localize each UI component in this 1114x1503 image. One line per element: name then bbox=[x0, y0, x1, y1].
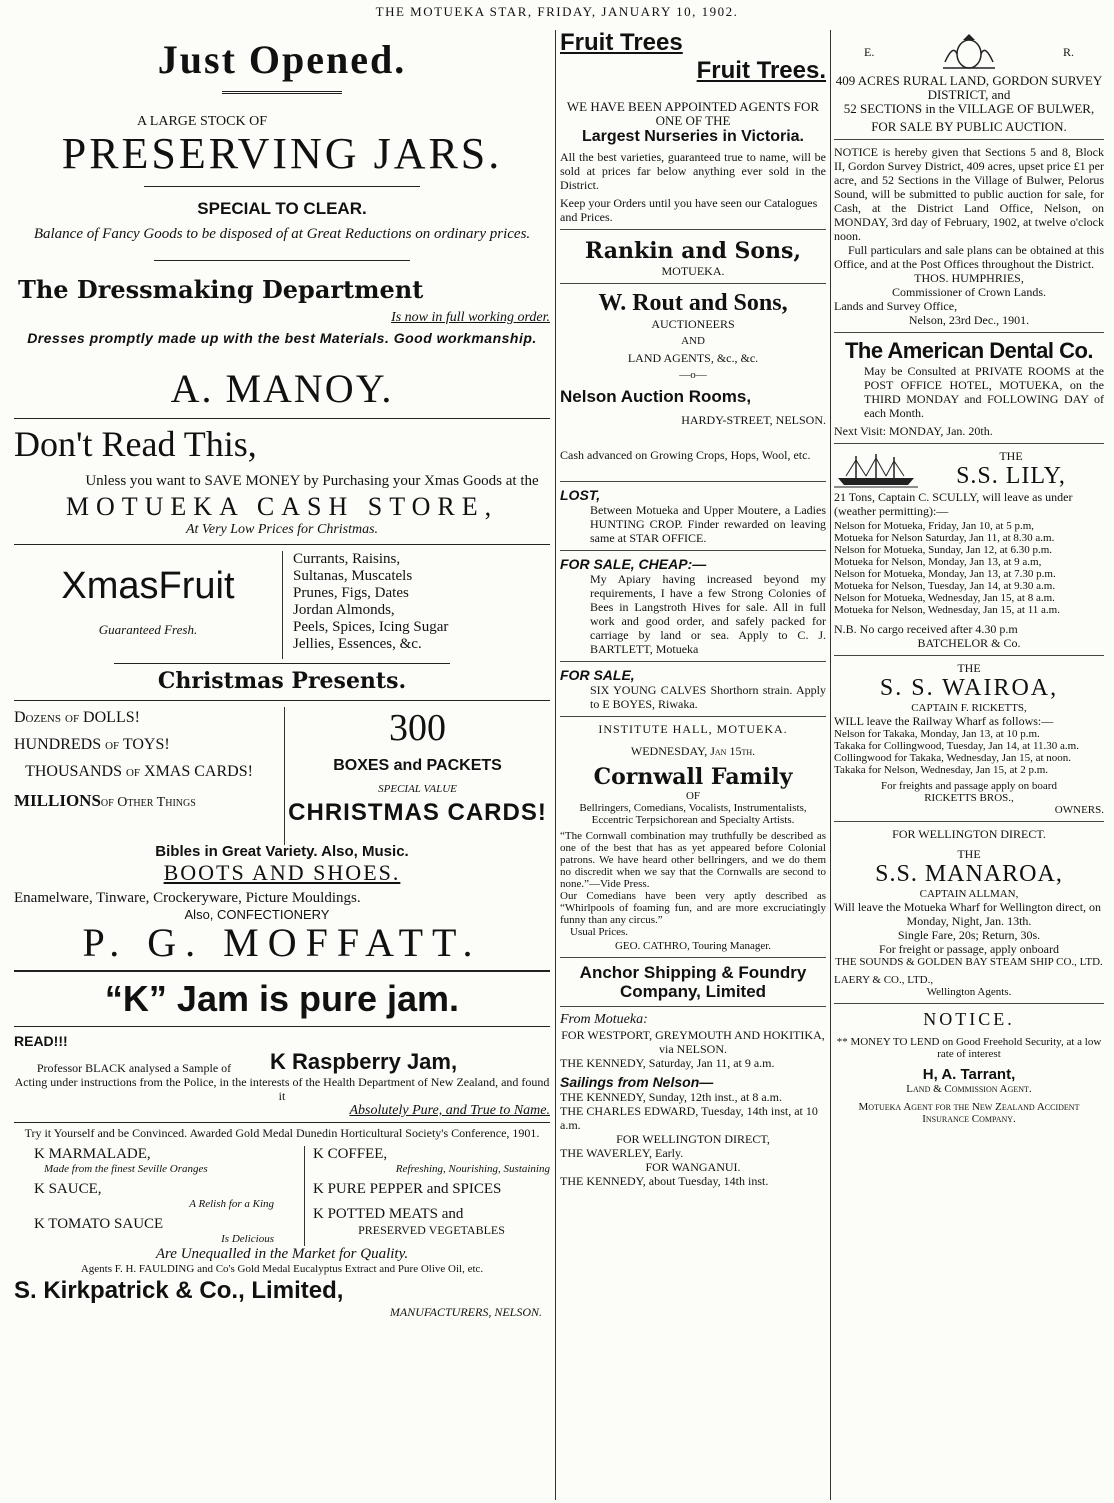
fruit-trees-heading-2: Fruit Trees. bbox=[696, 57, 826, 84]
cornwall-heading: Cornwall Family bbox=[593, 764, 793, 790]
divider bbox=[560, 661, 826, 662]
wairoa-schedule-item: Collingwood for Takaka, Wednesday, Jan 15, at noon. bbox=[834, 752, 1072, 764]
wairoa-schedule bbox=[834, 728, 1104, 776]
divider bbox=[144, 186, 420, 187]
quote-text: “The Cornwall combination may truthfully be described as one of the best that has as yet appeared before Colonial patrons. We have heard other bellringers, and we do them no discredit when we say that the Cornwalls are second to none.”—Vide Press. bbox=[560, 830, 826, 890]
manaroa-heading: S.S. MANAROA, bbox=[875, 861, 1063, 887]
sale-cheap-text: My Apiary having increased beyond my requirements, I have a few Strong Colonies of Bees in Langstroth Hives for sale. All in full work and good order, and safely packed for carriage by land or sea. Apply to C. J. BARTLETT, Motueka bbox=[590, 572, 826, 656]
unequalled-text: Are Unequalled in the Market for Quality. bbox=[155, 1246, 409, 1262]
divider bbox=[14, 1122, 550, 1123]
millions-text: MILLIONS bbox=[14, 791, 101, 810]
fruit-item: Peels, Spices, Icing Sugar bbox=[293, 619, 449, 635]
balance-text: Balance of Fancy Goods to be disposed of at Great Reductions on ordinary prices. bbox=[33, 226, 531, 242]
wednesday-text: WEDNESDAY, Jan 15th. bbox=[630, 744, 756, 758]
xmas-fruit-heading: XmasFruit bbox=[61, 565, 235, 607]
varieties-text: All the best varieties, guaranteed true to name, will be sold at prices far below anything ever sold in the District. bbox=[560, 150, 826, 192]
laery-text: LAERY & CO., LTD., bbox=[834, 974, 934, 986]
divider bbox=[834, 821, 1104, 822]
xmas-fruit-left bbox=[14, 551, 283, 659]
boxes-text: BOXES and PACKETS bbox=[333, 757, 502, 774]
commissioner-text: Commissioner of Crown Lands. bbox=[892, 285, 1046, 299]
wairoa-heading: S. S. WAIROA, bbox=[879, 675, 1059, 701]
divider bbox=[834, 443, 1104, 444]
fruit-item: Prunes, Figs, Dates bbox=[293, 585, 409, 601]
divider bbox=[560, 1006, 826, 1007]
land-commission-text: Land & Commission Agent. bbox=[906, 1083, 1032, 1095]
just-opened-heading: Just Opened. bbox=[157, 37, 407, 82]
acting-text: Acting under instructions from the Police, in the interests of the Health Department of New Zealand, and found it bbox=[14, 1075, 550, 1103]
professor-text: Professor BLACK analysed a Sample of bbox=[36, 1061, 232, 1075]
divider bbox=[560, 957, 826, 958]
k-product-note: PRESERVED VEGETABLES bbox=[358, 1223, 505, 1237]
presents-left bbox=[14, 707, 284, 845]
kennedy-sailing: THE KENNEDY, Saturday, Jan 11, at 9 a.m. bbox=[560, 1056, 775, 1070]
sections-text: 52 SECTIONS in the VILLAGE OF BULWER, bbox=[843, 101, 1095, 116]
the-text: THE bbox=[957, 661, 981, 675]
next-visit-text: Next Visit: MONDAY, Jan. 20th. bbox=[834, 424, 993, 438]
divider bbox=[560, 229, 826, 230]
k-products-right bbox=[304, 1146, 550, 1246]
k-product-note: Is Delicious bbox=[221, 1233, 274, 1245]
fruit-item: Currants, Raisins, bbox=[293, 551, 401, 567]
manoy-heading: A. MANOY. bbox=[170, 366, 394, 411]
k-product-note: Refreshing, Nourishing, Sustaining bbox=[395, 1163, 550, 1175]
lily-text: 21 Tons, Captain C. SCULLY, will leave as under (weather permitting):— bbox=[834, 490, 1073, 518]
lily-schedule-item: Nelson for Motueka, Monday, Jan 13, at 7.30 p.m. bbox=[834, 568, 1056, 580]
christmas-presents-heading: Christmas Presents. bbox=[157, 668, 407, 694]
allman-text: CAPTAIN ALLMAN, bbox=[919, 888, 1019, 900]
for-westport: FOR WESTPORT, GREYMOUTH AND HOKITIKA, via NELSON. bbox=[561, 1028, 825, 1056]
divider bbox=[14, 970, 550, 972]
column-divider bbox=[830, 30, 831, 1500]
masthead: THE MOTUEKA STAR, FRIDAY, JANUARY 10, 1902. bbox=[375, 4, 739, 19]
raspberry-heading: K Raspberry Jam, bbox=[270, 1049, 458, 1074]
lily-schedule-item: Motueka for Nelson, Tuesday, Jan 14, at 9.30 a.m. bbox=[834, 580, 1056, 592]
manaroa-text: Will leave the Motueka Wharf for Wellington direct, on bbox=[834, 900, 1102, 914]
dressmaking-sub: Is now in full working order. bbox=[391, 310, 550, 325]
k-products-block bbox=[14, 1146, 550, 1246]
tarrant-heading: H, A. Tarrant, bbox=[922, 1066, 1016, 1083]
largest-nurseries: Largest Nurseries in Victoria. bbox=[581, 128, 804, 145]
presents-item: THOUSANDS of XMAS CARDS! bbox=[25, 763, 253, 780]
rankin-heading: Rankin and Sons, bbox=[584, 238, 802, 264]
divider bbox=[834, 1003, 1104, 1004]
cash-advanced-text: Cash advanced on Growing Crops, Hops, Wool, etc. bbox=[560, 448, 811, 462]
k-products-left bbox=[14, 1146, 304, 1246]
steamship-icon bbox=[834, 452, 918, 488]
divider bbox=[560, 716, 826, 717]
fruit-item: Sultanas, Muscatels bbox=[293, 568, 413, 584]
sailings-heading: Sailings from Nelson— bbox=[560, 1074, 714, 1090]
wairoa-schedule-item: Takaka for Nelson, Wednesday, Jan 15, at 2 p.m. bbox=[834, 764, 1049, 776]
divider bbox=[14, 1026, 550, 1027]
xmas-fruit-block bbox=[14, 551, 550, 659]
divider bbox=[560, 550, 826, 551]
kennedy-sailing-3: THE KENNEDY, about Tuesday, 14th inst. bbox=[560, 1174, 769, 1188]
kirkpatrick-heading: S. Kirkpatrick & Co., Limited, bbox=[14, 1277, 344, 1304]
kennedy-sailing-2: THE KENNEDY, Sunday, 12th inst., at 8 a.m. bbox=[560, 1090, 782, 1104]
preserving-jars-heading: PRESERVING JARS. bbox=[61, 129, 503, 178]
wairoa-schedule-item: Nelson for Takaka, Monday, Jan 13, at 10 p.m. bbox=[834, 728, 1040, 740]
lily-title-block bbox=[918, 449, 1104, 490]
k-product: K POTTED MEATS and bbox=[313, 1206, 464, 1222]
divider bbox=[154, 260, 410, 261]
fruit-item: Jordan Almonds, bbox=[293, 602, 395, 618]
notice-heading: NOTICE. bbox=[923, 1009, 1015, 1029]
agent-nz-text: Motueka Agent for the New Zealand Accident Insurance Company. bbox=[858, 1101, 1080, 1125]
royal-crest-row bbox=[834, 30, 1104, 74]
lost-heading: LOST, bbox=[560, 487, 601, 503]
special-to-clear: SPECIAL TO CLEAR. bbox=[197, 199, 367, 218]
lily-schedule-item: Nelson for Motueka, Friday, Jan 10, at 5 p.m, bbox=[834, 520, 1035, 532]
survey-office-text: Lands and Survey Office, bbox=[834, 299, 958, 313]
land-agents-text: LAND AGENTS, &c., &c. bbox=[627, 351, 759, 365]
will-leave-text: WILL leave the Railway Wharf as follows:— bbox=[834, 714, 1054, 728]
absolutely-text: Absolutely Pure, and True to Name. bbox=[349, 1103, 550, 1118]
column-middle bbox=[560, 30, 826, 1500]
k-product-note: Made from the finest Seville Oranges bbox=[44, 1163, 208, 1175]
humphries-text: THOS. HUMPHRIES, bbox=[914, 271, 1024, 285]
of-text: OF bbox=[685, 790, 701, 802]
moffatt-heading: P. G. MOFFATT. bbox=[82, 920, 482, 965]
try-it-text: Try it Yourself and be Convinced. Awarded Gold Medal Dunedin Horticultural Society's Conference, 1901. bbox=[24, 1126, 540, 1140]
k-product: K MARMALADE, bbox=[34, 1146, 151, 1162]
fruit-trees-heading: Fruit Trees bbox=[560, 30, 683, 56]
dressmaking-heading: The Dressmaking Department bbox=[18, 275, 424, 304]
crest-letter-r: R. bbox=[1062, 45, 1074, 59]
appointed-text: WE HAVE BEEN APPOINTED AGENTS FOR ONE OF THE bbox=[566, 99, 820, 128]
divider bbox=[560, 481, 826, 482]
k-product: K PURE PEPPER and SPICES bbox=[313, 1181, 502, 1197]
nelson-rooms-heading: Nelson Auction Rooms, bbox=[560, 387, 752, 406]
the-text: THE bbox=[999, 449, 1023, 463]
k-product: K COFFEE, bbox=[313, 1146, 388, 1162]
nelson-date-text: Nelson, 23rd Dec., 1901. bbox=[908, 313, 1030, 327]
freight-passage-text: For freight or passage, apply onboard bbox=[879, 942, 1059, 956]
auction-text: FOR SALE BY PUBLIC AUCTION. bbox=[871, 119, 1067, 134]
lily-schedule-item: Nelson for Motueka, Wednesday, Jan 15, at 8 a.m. bbox=[834, 592, 1055, 604]
owners-text: OWNERS. bbox=[1054, 804, 1104, 816]
confectionery-text: Also, CONFECTIONERY bbox=[184, 907, 330, 922]
batchelor-text: BATCHELOR & Co. bbox=[917, 636, 1021, 650]
sounds-text: THE SOUNDS & GOLDEN BAY STEAM SHIP CO., LTD. bbox=[835, 956, 1103, 968]
divider bbox=[834, 139, 1104, 140]
column-divider bbox=[555, 30, 556, 1500]
usual-text: Usual Prices. bbox=[570, 926, 629, 938]
waverley-sailing: THE WAVERLEY, Early. bbox=[560, 1146, 684, 1160]
dental-text: May be Consulted at PRIVATE ROOMS at the POST OFFICE HOTEL, MOTUEKA, on the THIRD MONDAY and FOLLOWING DAY of each Month. bbox=[864, 364, 1104, 420]
divider-text: —o— bbox=[679, 369, 707, 381]
ornament-divider bbox=[222, 91, 342, 100]
professor-block bbox=[14, 1049, 550, 1075]
sale-heading: FOR SALE, bbox=[560, 667, 635, 683]
lily-schedule-item: Motueka for Nelson Saturday, Jan 11, at 8.30 a.m. bbox=[834, 532, 1055, 544]
sale-text: SIX YOUNG CALVES Shorthorn strain. Apply to E BOYES, Riwaka. bbox=[590, 683, 826, 711]
rankin-location: MOTUEKA. bbox=[661, 264, 725, 278]
divider bbox=[834, 655, 1104, 656]
other-things-text: of Other Things bbox=[100, 795, 196, 810]
cathro-text: GEO. CATHRO, Touring Manager. bbox=[614, 940, 772, 952]
presents-block bbox=[14, 707, 550, 845]
divider bbox=[14, 544, 550, 545]
divider bbox=[834, 332, 1104, 333]
boots-heading: BOOTS AND SHOES. bbox=[163, 860, 401, 885]
xmas-cards-heading: CHRISTMAS CARDS! bbox=[288, 799, 547, 826]
lily-schedule-item: Motueka for Nelson, Wednesday, Jan 15, at 11 a.m. bbox=[834, 604, 1060, 616]
divider bbox=[14, 700, 550, 701]
agents-text: Agents F. H. FAULDING and Co's Gold Medal Eucalyptus Extract and Pure Olive Oil, etc. bbox=[80, 1263, 484, 1275]
particulars-text: Full particulars and sale plans can be obtained at this Office, and at the Post Offices throughout the District. bbox=[834, 243, 1104, 271]
k-product-note: A Relish for a King bbox=[189, 1198, 274, 1210]
divider bbox=[560, 283, 826, 284]
fare-text: Single Fare, 20s; Return, 30s. bbox=[897, 928, 1041, 942]
lost-text: Between Motueka and Upper Moutere, a Ladies HUNTING CROP. Finder rewarded on leaving same at STAR OFFICE. bbox=[590, 503, 826, 545]
fruit-list bbox=[283, 551, 550, 659]
divider bbox=[114, 663, 450, 664]
lily-schedule bbox=[834, 520, 1104, 616]
the-text: THE bbox=[957, 847, 981, 861]
read-text: READ!!! bbox=[14, 1033, 68, 1049]
nb-text: N.B. No cargo received after 4.30 p.m bbox=[834, 622, 1018, 636]
money-text: ** MONEY TO LEND on Good Freehold Security, at a low rate of interest bbox=[836, 1036, 1102, 1060]
k-product: K TOMATO SAUCE bbox=[34, 1216, 164, 1232]
lily-schedule-item: Nelson for Motueka, Sunday, Jan 12, at 6.30 p.m. bbox=[834, 544, 1053, 556]
bellringers-text: Bellringers, Comedians, Vocalists, Instrumentalists, Eccentric Terpsichorean and Specialty Artists. bbox=[579, 802, 807, 826]
from-motueka: From Motueka: bbox=[560, 1012, 648, 1027]
dressmaking-text: Dresses promptly made up with the best Materials. Good workmanship. bbox=[27, 330, 537, 346]
three-hundred: 300 bbox=[389, 707, 446, 749]
notice-text: NOTICE is hereby given that Sections 5 and 8, Block II, Gordon Survey District, 409 acres, upset price £1 per acre, and 52 Sections in the Village of Bulwer, Pelorus Sound, will be submitted to public auction for sale, for Cash, at the District Land Office, Nelson, on MONDAY, 3rd day of February, 1902, at twelve o'clock noon. bbox=[834, 145, 1104, 243]
acres-text: 409 ACRES RURAL LAND, GORDON SURVEY DISTRICT, and bbox=[835, 73, 1103, 102]
column-left bbox=[14, 30, 550, 1500]
institute-text: INSTITUTE HALL, MOTUEKA. bbox=[598, 722, 788, 736]
large-stock-text: A LARGE STOCK OF bbox=[136, 114, 268, 129]
k-jam-heading: “K” Jam is pure jam. bbox=[104, 978, 460, 1019]
keep-text: Keep your Orders until you have seen our Catalogues and Prices. bbox=[560, 196, 818, 224]
low-prices-text: At Very Low Prices for Christmas. bbox=[185, 522, 379, 537]
special-value-text: SPECIAL VALUE bbox=[378, 783, 457, 795]
royal-crest-icon bbox=[939, 32, 999, 72]
dental-heading: The American Dental Co. bbox=[844, 338, 1094, 363]
presents-item: HUNDREDS of TOYS! bbox=[14, 736, 170, 753]
crest-letter-e: E. bbox=[864, 45, 875, 59]
lily-schedule-item: Motueka for Nelson, Monday, Jan 13, at 9 a.m, bbox=[834, 556, 1042, 568]
wellington-direct-text: FOR WELLINGTON DIRECT. bbox=[892, 827, 1046, 841]
and-text: AND bbox=[681, 335, 705, 347]
dont-read-heading: Don't Read This, bbox=[14, 424, 257, 464]
enamel-text: Enamelware, Tinware, Crockeryware, Picture Mouldings. bbox=[14, 890, 361, 906]
ricketts-bros-text: RICKETTS BROS., bbox=[924, 792, 1014, 804]
presents-right bbox=[284, 707, 550, 845]
wairoa-schedule-item: Takaka for Collingwood, Tuesday, Jan 14, at 11.30 a.m. bbox=[834, 740, 1079, 752]
lily-header bbox=[834, 449, 1104, 490]
cash-store-heading: MOTUEKA CASH STORE, bbox=[65, 492, 499, 521]
for-wanganui: FOR WANGANUI. bbox=[645, 1160, 741, 1174]
hardy-text: HARDY-STREET, NELSON. bbox=[681, 413, 826, 427]
presents-item: Dozens of DOLLS! bbox=[14, 709, 140, 726]
bibles-text: Bibles in Great Variety. Also, Music. bbox=[155, 843, 409, 860]
auctioneers-text: AUCTIONEERS bbox=[651, 317, 735, 331]
sale-cheap-heading: FOR SALE, CHEAP:— bbox=[560, 556, 707, 572]
comedians-text: Our Comedians have been very aptly described as “Whirlpools of foaming fun, and are more excruciatingly funny than any circus.” bbox=[560, 890, 826, 926]
column-right bbox=[834, 30, 1104, 1500]
charles-sailing: THE CHARLES EDWARD, Tuesday, 14th inst, at 10 a.m. bbox=[560, 1104, 818, 1132]
freights-text: For freights and passage apply on board bbox=[881, 780, 1057, 792]
anchor-heading: Anchor Shipping & Foundry Company, Limited bbox=[579, 963, 807, 1001]
guaranteed-text: Guaranteed Fresh. bbox=[98, 622, 198, 637]
divider bbox=[14, 418, 550, 419]
monday-night-text: Monday, Night, Jan. 13th. bbox=[906, 914, 1032, 928]
fruit-item: Jellies, Essences, &c. bbox=[293, 636, 422, 652]
wellington-agents-text: Wellington Agents. bbox=[926, 986, 1012, 998]
rout-heading: W. Rout and Sons, bbox=[598, 290, 788, 316]
lily-heading: S.S. LILY, bbox=[956, 463, 1066, 489]
k-product: K SAUCE, bbox=[34, 1181, 102, 1197]
for-wellington: FOR WELLINGTON DIRECT, bbox=[616, 1132, 770, 1146]
ricketts-captain: CAPTAIN F. RICKETTS, bbox=[911, 702, 1027, 714]
unless-text: Unless you want to SAVE MONEY by Purchasing your Xmas Goods at the bbox=[85, 473, 539, 489]
manufacturers-text: MANUFACTURERS, NELSON. bbox=[389, 1305, 542, 1319]
